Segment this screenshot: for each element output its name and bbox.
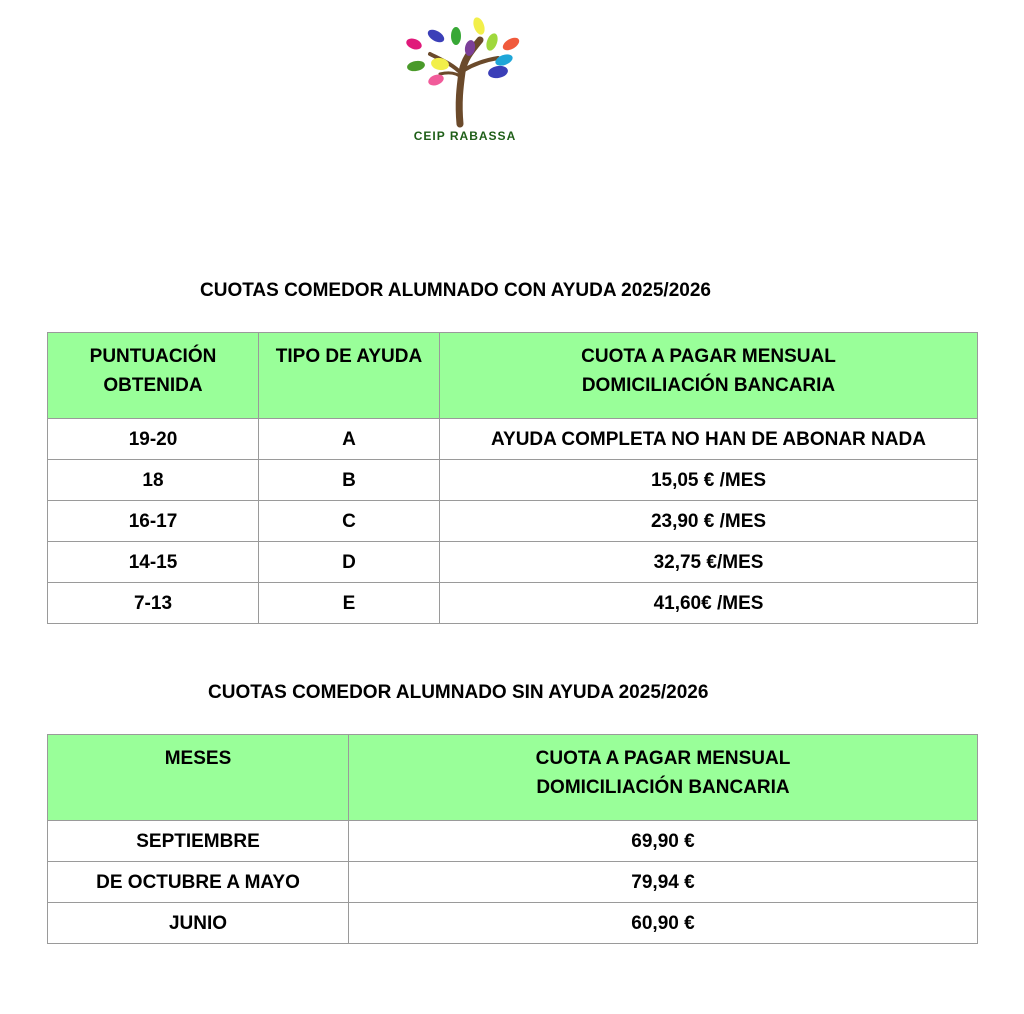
cell-month: JUNIO bbox=[48, 903, 349, 944]
cell-month: SEPTIEMBRE bbox=[48, 821, 349, 862]
cell-score: 16-17 bbox=[48, 501, 259, 542]
cell-fee: 79,94 € bbox=[349, 862, 978, 903]
section-title-with-aid: CUOTAS COMEDOR ALUMNADO CON AYUDA 2025/2026 bbox=[200, 280, 711, 301]
cell-aid-type: E bbox=[259, 583, 440, 624]
table-row bbox=[48, 821, 978, 862]
cell-score: 19-20 bbox=[48, 419, 259, 460]
table-row bbox=[48, 862, 978, 903]
header-months: MESES bbox=[48, 735, 349, 821]
cell-fee: 15,05 € /MES bbox=[440, 460, 978, 501]
cell-score: 14-15 bbox=[48, 542, 259, 583]
cell-score: 7-13 bbox=[48, 583, 259, 624]
cell-month: DE OCTUBRE A MAYO bbox=[48, 862, 349, 903]
table-row bbox=[48, 583, 978, 624]
cell-aid-type: C bbox=[259, 501, 440, 542]
table-row bbox=[48, 460, 978, 501]
table-row bbox=[48, 501, 978, 542]
cell-fee: 23,90 € /MES bbox=[440, 501, 978, 542]
cell-fee: 32,75 €/MES bbox=[440, 542, 978, 583]
section-title-without-aid: CUOTAS COMEDOR ALUMNADO SIN AYUDA 2025/2026 bbox=[208, 682, 709, 703]
cell-fee: 69,90 € bbox=[349, 821, 978, 862]
cell-fee: 41,60€ /MES bbox=[440, 583, 978, 624]
logo-text: CEIP RABASSA bbox=[413, 129, 517, 143]
tree-icon bbox=[400, 12, 530, 132]
cell-fee: AYUDA COMPLETA NO HAN DE ABONAR NADA bbox=[440, 419, 978, 460]
table-header-row bbox=[48, 333, 978, 419]
header-score: PUNTUACIÓN OBTENIDA bbox=[48, 333, 259, 419]
cell-score: 18 bbox=[48, 460, 259, 501]
school-logo bbox=[400, 12, 530, 152]
cell-aid-type: B bbox=[259, 460, 440, 501]
fees-table-without-aid bbox=[47, 734, 978, 944]
table-row bbox=[48, 903, 978, 944]
header-monthly-fee: CUOTA A PAGAR MENSUAL DOMICILIACIÓN BANCARIA bbox=[440, 333, 978, 419]
header-aid-type: TIPO DE AYUDA bbox=[259, 333, 440, 419]
cell-aid-type: A bbox=[259, 419, 440, 460]
cell-aid-type: D bbox=[259, 542, 440, 583]
table-row bbox=[48, 419, 978, 460]
header-monthly-fee: CUOTA A PAGAR MENSUAL DOMICILIACIÓN BANCARIA bbox=[349, 735, 978, 821]
table-row bbox=[48, 542, 978, 583]
table-header-row bbox=[48, 735, 978, 821]
fees-table-with-aid bbox=[47, 332, 978, 624]
cell-fee: 60,90 € bbox=[349, 903, 978, 944]
